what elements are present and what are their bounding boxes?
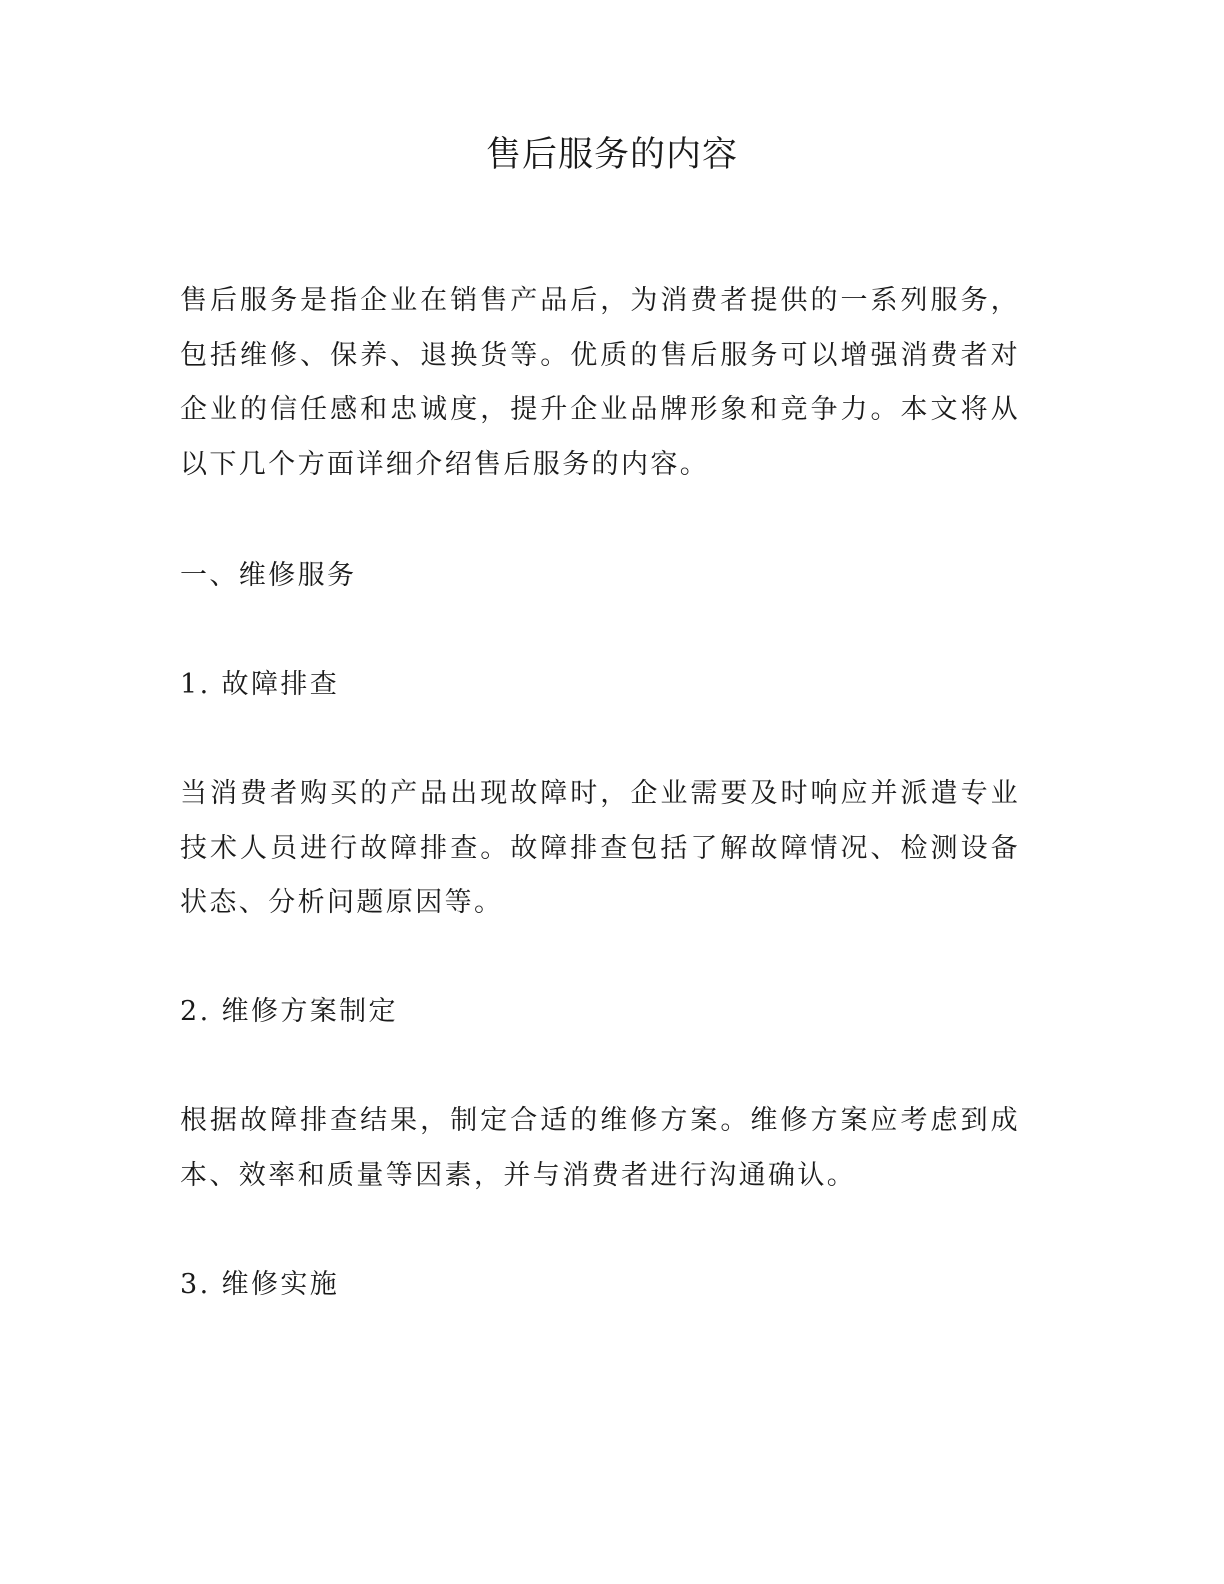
paragraph-fault-diagnosis: 当消费者购买的产品出现故障时，企业需要及时响应并派遣专业技术人员进行故障排查。故障排查包括了解故障情况、检测设备状态、分析问题原因等。 [180,778,1020,918]
paragraph-repair-plan: 根据故障排查结果，制定合适的维修方案。维修方案应考虑到成本、效率和质量等因素，并与消费者进行沟通确认。 [180,1105,1020,1191]
document-title: 售后服务的内容 [485,135,738,175]
subheading-repair-plan: 2. 维修方案制定 [180,996,398,1027]
section-heading-repair-service: 一、维修服务 [180,560,357,591]
intro-paragraph: 售后服务是指企业在销售产品后，为消费者提供的一系列服务，包括维修、保养、退换货等。优质的售后服务可以增强消费者对企业的信任感和忠诚度，提升企业品牌形象和竞争力。本文将从以下几个方面详细介绍售后服务的内容。 [180,285,1020,480]
subheading-fault-diagnosis: 1. 故障排查 [180,669,340,700]
subheading-repair-implementation: 3. 维修实施 [180,1269,340,1300]
